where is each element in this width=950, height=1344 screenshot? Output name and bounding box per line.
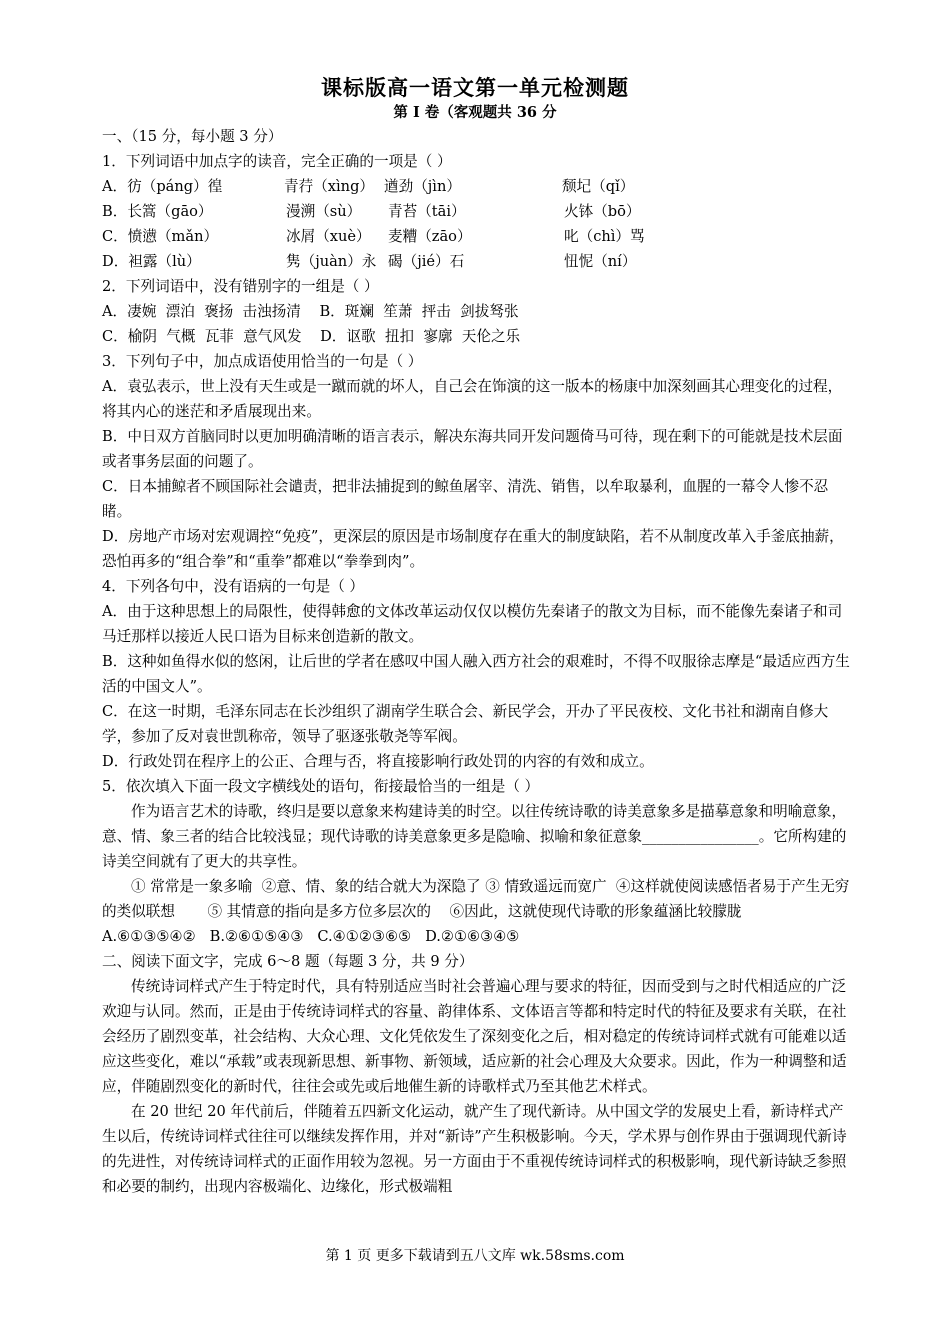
q4-option-a: A．由于这种思想上的局限性，使得韩愈的文体改革运动仅仅以模仿先秦诸子的散文为目标，而不能像先秦诸子和司马迁那样以接近人民口语为目标来创造新的散文。 [102,603,843,645]
q1-option-a [102,174,850,199]
q5-items: ① 常常是一象多喻 ②意、情、象的结合就大为深隐了 ③ 情致遥远而宽广 ④这样就使阅读感悟者易于产生无穷的类似联想 ⑤ 其情意的指向是多方位多层次的 ⑥因此，这就使现代诗歌的形象蕴涵比较朦胧 [102,878,850,920]
q1-a-word2: 青荇（xìng） [284,178,375,195]
page-subtitle: 第 I 卷（客观题共 36 分 [393,104,557,121]
q1-b-word2: 漫溯（sù） [286,203,362,220]
q1-c-word3: 麦糟（zāo） [388,228,472,245]
q3-option-a: A．袁弘表示，世上没有天生或是一蹴而就的坏人，自己会在饰演的这一版本的杨康中加深刻画其心理变化的过程，将其内心的迷茫和矛盾展现出来。 [102,378,843,420]
q4-option-c: C．在这一时期，毛泽东同志在长沙组织了湖南学生联合会、新民学会，开办了平民夜校、文化书社和湖南自修大学，参加了反对袁世凯称帝，领导了驱逐张敬尧等军阀。 [102,703,829,745]
reading-paragraph-1: 传统诗词样式产生于特定时代，具有特别适应当时社会普遍心理与要求的特征，因而受到与之时代相适应的广泛欢迎与认同。然而，正是由于传统诗词样式的容量、韵律体系、文体语言等都和特定时代的特征及要求有关联，在社会经历了剧烈变革，社会结构、大众心理、文化凭依发生了深刻变化之后，相对稳定的传统诗词样式就有可能难以适应这些变化，难以“承载”或表现新思想、新事物、新领域，适应新的社会心理及大众要求。因此，作为一种调整和适应，伴随剧烈变化的新时代，往往会或先或后地催生新的诗歌样式乃至其他艺术样式。 [102,978,847,1095]
q4-stem: 4．下列各句中，没有语病的一句是（ ） [102,578,365,595]
q4-option-d: D．行政处罚在程序上的公正、合理与否，将直接影响行政处罚的内容的有效和成立。 [102,753,654,770]
q3-option-d: D．房地产市场对宏观调控“免疫”，更深层的原因是市场制度存在重大的制度缺陷，若不从制度改革入手釜底抽薪，恐怕再多的“组合拳”和“重拳”都难以“拳拳到肉”。 [102,528,844,570]
q4-option-b: B．这种如鱼得水似的悠闲，让后世的学者在感叹中国人融入西方社会的艰难时，不得不叹服徐志摩是“最适应西方生活的中国文人”。 [102,653,850,695]
q1-b-word1: B．长篙（gāo） [102,203,213,220]
q1-d-word2: 隽（juàn）永 [286,253,377,270]
q1-d-word4: 忸怩（ní） [564,253,637,270]
q2-stem: 2．下列词语中，没有错别字的一组是（ ） [102,278,379,295]
q1-d-word3: 碣（jié）石 [388,253,465,270]
q1-b-word4: 火钵（bō） [564,203,641,220]
q1-a-word3: 遒劲（jìn） [384,178,461,195]
q1-c-word4: 叱（chì）骂 [564,228,645,245]
q1-c-word1: C．愤懑（mǎn） [102,228,219,245]
page-title: 课标版高一语文第一单元检测题 [321,75,629,100]
reading-paragraph-2: 在 20 世纪 20 年代前后，伴随着五四新文化运动，就产生了现代新诗。从中国文学的发展史上看，新诗样式产生以后，传统诗词样式往往可以继续发挥作用，并对“新诗”产生积极影响。今天，学术界与创作界由于强调现代新诗的先进性，对传统诗词样式的正面作用较为忽视。另一方面由于不重视传统诗词样式的积极影响，现代新诗缺乏参照和必要的制约，出现内容极端化、边缘化，形式极端粗 [102,1103,847,1195]
q3-stem: 3．下列句子中，加点成语使用恰当的一句是（ ） [102,353,423,370]
q1-option-c [102,224,850,249]
q1-option-d [102,249,850,274]
q1-c-word2: 冰屑（xuè） [286,228,371,245]
q3-option-c: C．日本捕鲸者不顾国际社会谴责，把非法捕捉到的鲸鱼屠宰、清洗、销售，以牟取暴利，血腥的一幕令人惨不忍睹。 [102,478,829,520]
q1-a-word4: 颓圮（qǐ） [562,178,635,195]
q5-passage: 作为语言艺术的诗歌，终归是要以意象来构建诗美的时空。以往传统诗歌的诗美意象多是描摹意象和明喻意象，意、情、象三者的结合比较浅显；现代诗歌的诗美意象更多是隐喻、拟喻和象征意象________________。它所构建的诗美空间就有了更大的共享性。 [102,803,847,870]
q2-options-cd: C．榆阴 气概 瓦菲 意气风发 D．讴歌 扭扣 寥廓 天伦之乐 [102,328,521,345]
section1-heading: 一、（15 分，每小题 3 分） [102,128,283,145]
document-body [102,124,850,1199]
page-footer: 第 1 页 更多下载请到五八文库 wk.58sms.com [325,1248,625,1264]
q1-a-word1: A．彷（páng）徨 [102,178,223,195]
q1-option-b [102,199,850,224]
q1-stem: 1．下列词语中加点字的读音，完全正确的一项是（ ） [102,153,452,170]
q3-option-b: B．中日双方首脑同时以更加明确清晰的语言表示，解决东海共同开发问题倚马可待，现在剩下的可能就是技术层面或者事务层面的问题了。 [102,428,843,470]
section2-heading: 二、阅读下面文字，完成 6～8 题（每题 3 分，共 9 分） [102,953,474,970]
q5-stem: 5．依次填入下面一段文字横线处的语句，衔接最恰当的一组是（ ） [102,778,540,795]
q1-d-word1: D．袒露（lù） [102,253,201,270]
q1-b-word3: 青苔（tāi） [388,203,466,220]
q5-options: A.⑥①③⑤④② B.②⑥①⑤④③ C.④①②③⑥⑤ D.②①⑥③④⑤ [102,928,520,945]
q2-options-ab: A．凄婉 漂泊 褒扬 击浊扬清 B．斑斓 笙萧 抨击 剑拔驽张 [102,303,519,320]
